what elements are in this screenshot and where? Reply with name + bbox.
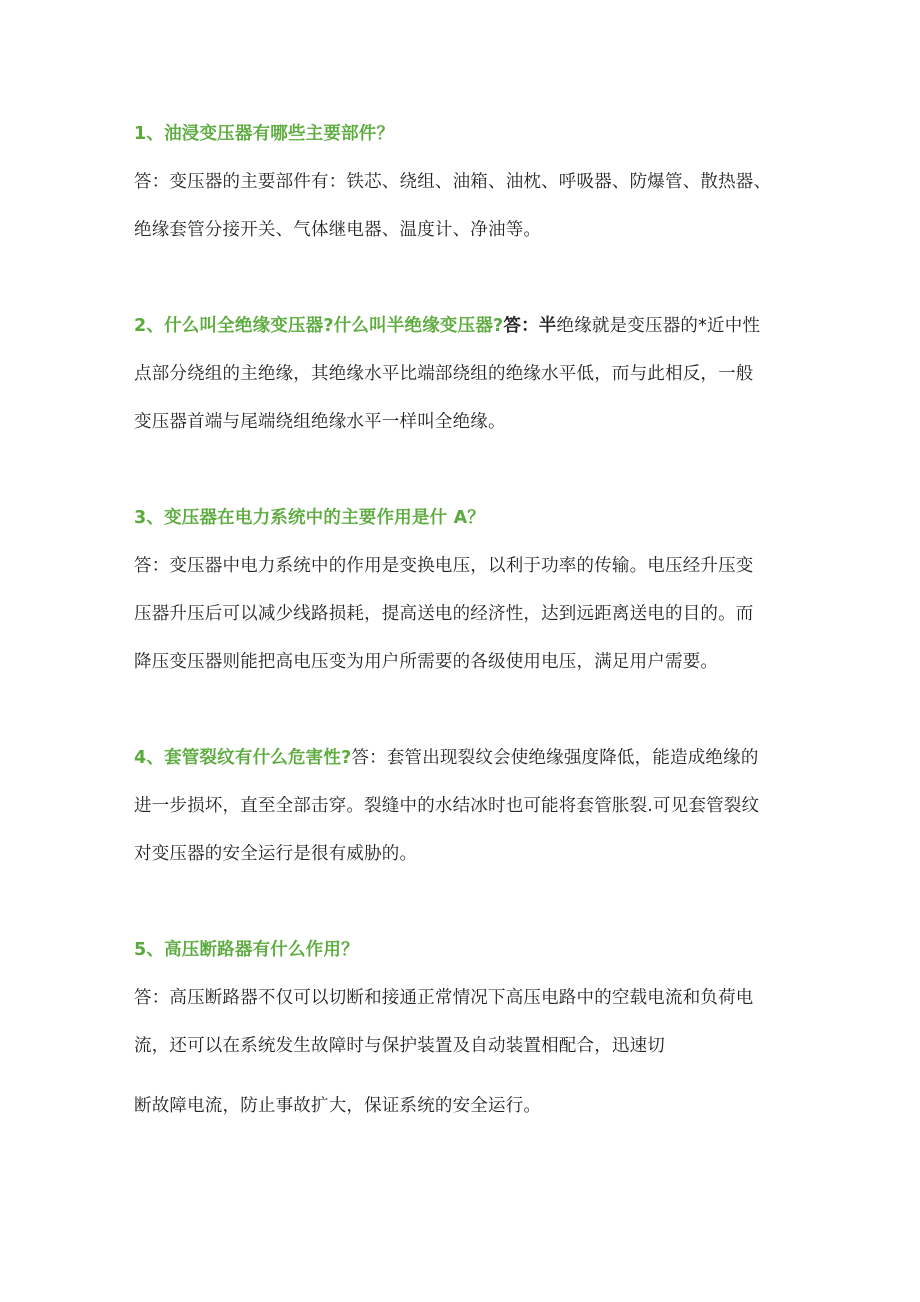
answer-2-line-3: 变压器首端与尾端绕组绝缘水平一样叫全绝缘。: [134, 412, 506, 432]
answer-4-line-3: 对变压器的安全运行是很有威胁的。: [134, 844, 418, 864]
answer-3-line-3: 降压变压器则能把高电压变为用户所需要的各级使用电压，满足用户需要。: [134, 652, 719, 672]
question-3: 3、变压器在电力系统中的主要作用是什 A？: [134, 508, 486, 528]
answer-5-line-3: 断故障电流，防止事故扩大，保证系统的安全运行。: [134, 1096, 542, 1116]
answer-5-line-2: 流，还可以在系统发生故障时与保护装置及自动装置相配合，迅速切: [134, 1036, 665, 1056]
question-2: 2、什么叫全绝缘变压器?什么叫半绝缘变压器?: [134, 316, 504, 336]
answer-1-line-2: 绝缘套管分接开关、气体继电器、温度计、净油等。: [134, 220, 542, 240]
answer-2-line-2: 点部分绕组的主绝缘，其绝缘水平比端部绕组的绝缘水平低，而与此相反，一般: [134, 364, 754, 384]
answer-3-line-2: 压器升压后可以减少线路损耗，提高送电的经济性，达到远距离送电的目的。而: [134, 604, 754, 624]
answer-4-line-2: 进一步损坏，直至全部击穿。裂缝中的水结冰时也可能将套管胀裂.可见套管裂纹: [134, 796, 760, 816]
question-4-line: [134, 746, 804, 770]
answer-5-line-1: 答：高压断路器不仅可以切断和接通正常情况下高压电路中的空载电流和负荷电: [134, 988, 754, 1008]
question-2-line: [134, 314, 804, 338]
question-4: 4、套管裂纹有什么危害性?: [134, 748, 352, 768]
answer-3-line-1: 答：变压器中电力系统中的作用是变换电压，以利于功率的传输。电压经升压变: [134, 556, 754, 576]
question-1: 1、油浸变压器有哪些主要部件？: [134, 124, 395, 144]
question-5: 5、高压断路器有什么作用？: [134, 940, 359, 960]
answer-2-first-rest: 绝缘就是变压器的*近中性: [556, 316, 761, 336]
answer-2-lead: 答：半: [503, 316, 557, 336]
answer-1-line-1: 答：变压器的主要部件有：铁芯、绕组、油箱、油枕、呼吸器、防爆管、散热器、: [134, 172, 772, 192]
answer-4-first-rest: 答：套管出现裂纹会使绝缘强度降低，能造成绝缘的: [351, 748, 759, 768]
